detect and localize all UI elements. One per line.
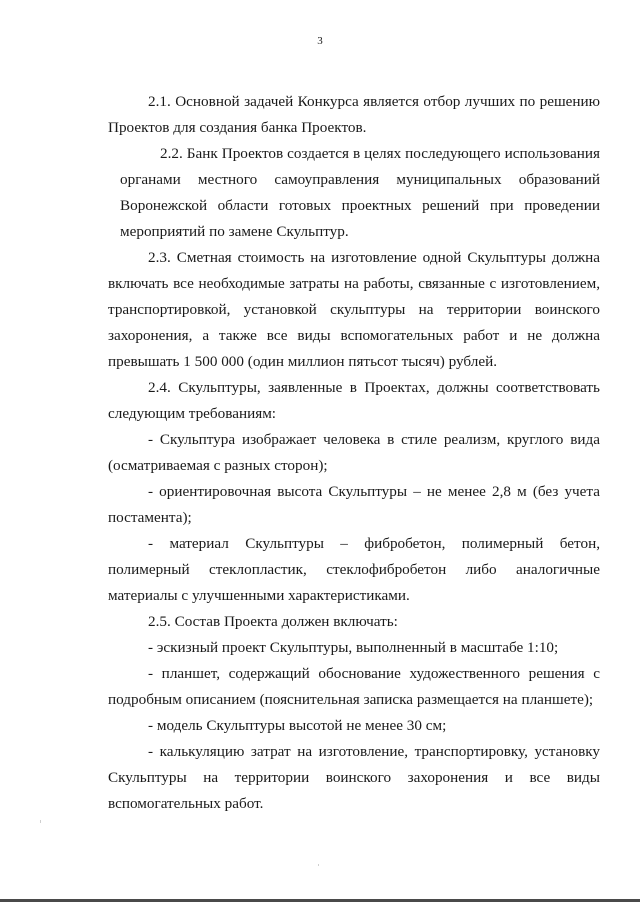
page-number: 3 [317,35,323,47]
document-body [108,89,600,817]
requirement-height: - ориентировочная высота Скульптуры – не менее 2,8 м (без учета постамента); [108,483,600,526]
scan-speck [318,864,319,866]
requirement-realism: - Скульптура изображает человека в стиле реализм, круглого вида (осматриваемая с разных сторон); [108,431,600,474]
paragraph-2-3: 2.3. Сметная стоимость на изготовление одной Скульптуры должна включать все необходимые затраты на работы, связанные с изготовлением, транспортировкой, установкой скульптуры на территории воинского захоронения, а также все виды вспомогательных работ и не должна превышать 1 500 000 (один миллион пятьсот тысяч) рублей. [108,249,600,370]
item-cost-calculation: - калькуляцию затрат на изготовление, транспортировку, установку Скульптуры на территории воинского захоронения и все виды вспомогательных работ. [108,743,600,812]
requirement-material: - материал Скульптуры – фибробетон, полимерный бетон, полимерный стеклопластик, стеклофибробетон либо аналогичные материалы с улучшенными характеристиками. [108,535,600,604]
paragraph-2-2: 2.2. Банк Проектов создается в целях последующего использования органами местного самоуправления муниципальных образований Воронежской области готовых проектных решений при проведении мероприятий по замене Скульптур. [120,145,600,240]
paragraph-2-5: 2.5. Состав Проекта должен включать: [148,613,398,630]
item-model: - модель Скульптуры высотой не менее 30 см; [148,717,447,734]
paragraph-2-4: 2.4. Скульптуры, заявленные в Проектах, должны соответствовать следующим требованиям: [108,379,600,422]
scan-speck [40,820,41,823]
item-sketch-project: - эскизный проект Скульптуры, выполненный в масштабе 1:10; [148,639,559,656]
item-tablet: - планшет, содержащий обоснование художественного решения с подробным описанием (пояснительная записка размещается на планшете); [108,665,600,708]
paragraph-2-1: 2.1. Основной задачей Конкурса является отбор лучших по решению Проектов для создания банка Проектов. [108,93,600,136]
